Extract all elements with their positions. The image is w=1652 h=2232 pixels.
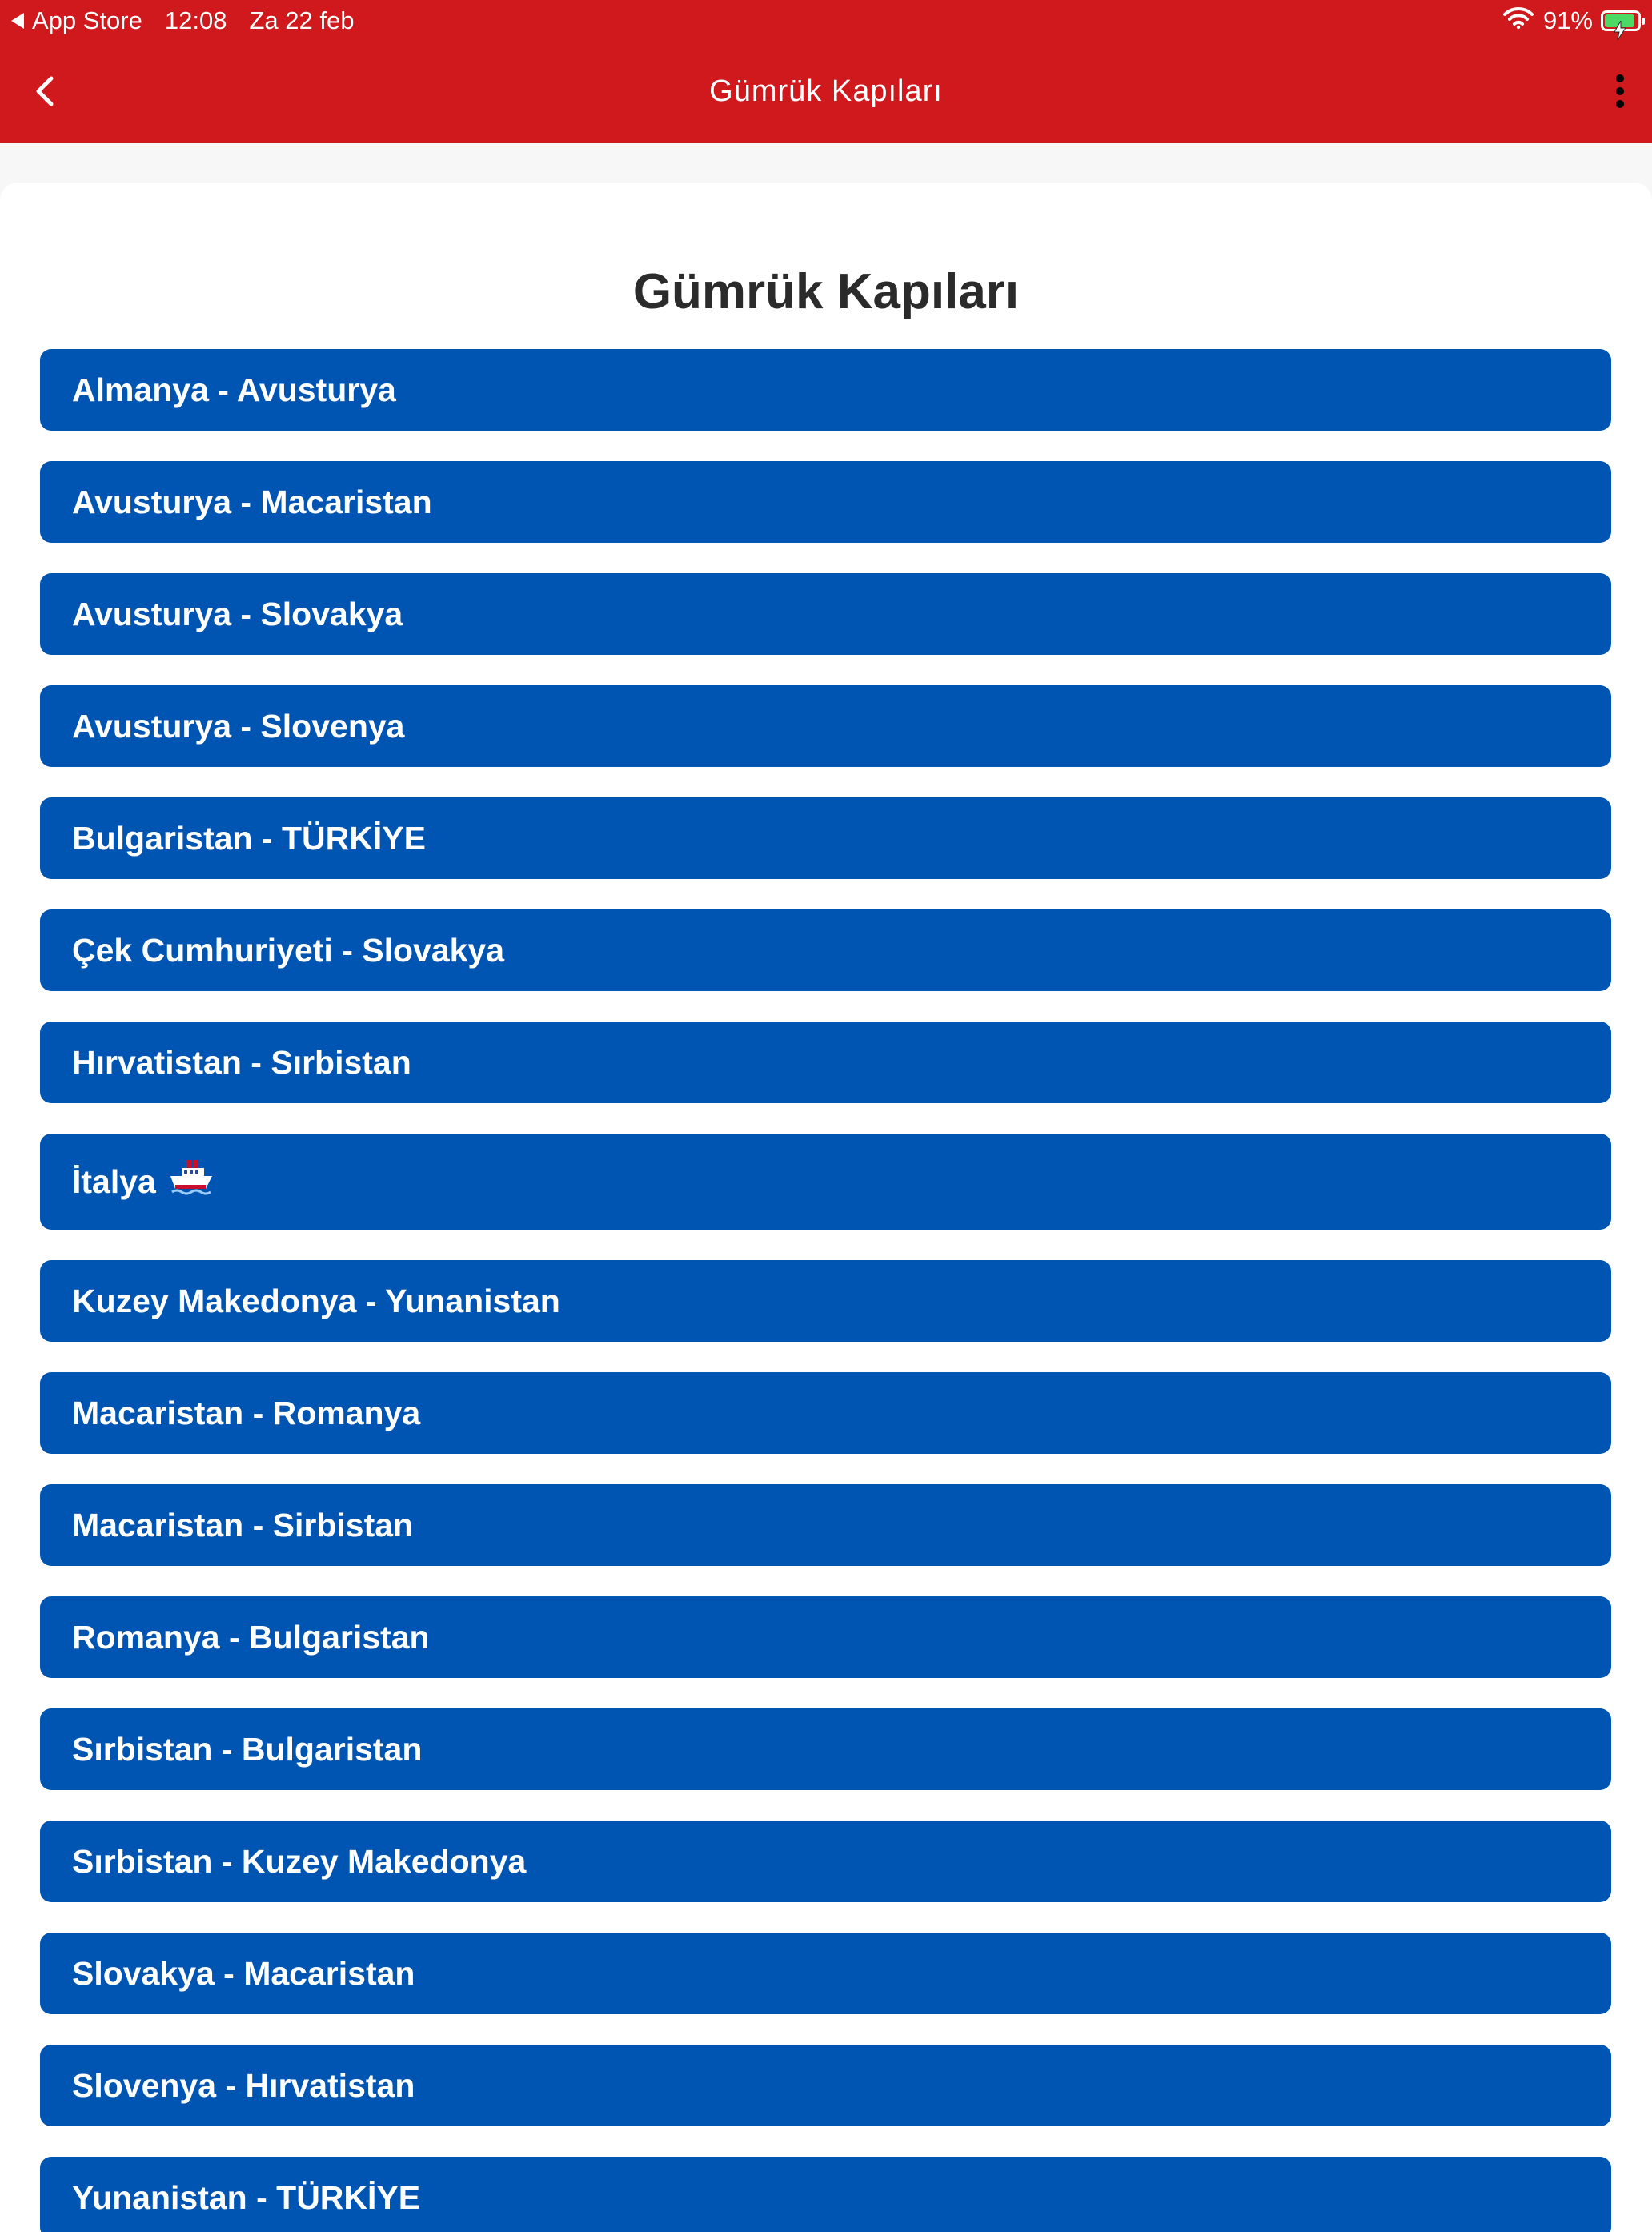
wifi-icon: [1503, 0, 1534, 42]
crossing-item[interactable]: [40, 1260, 1611, 1342]
crossing-label: Sırbistan - Bulgaristan: [72, 1730, 423, 1768]
crossing-item[interactable]: [40, 2045, 1611, 2126]
crossing-item[interactable]: [40, 797, 1611, 879]
crossing-label: Macaristan - Romanya: [72, 1394, 421, 1431]
crossing-item[interactable]: [40, 1372, 1611, 1454]
battery-percent: 91%: [1542, 6, 1593, 34]
vertical-dots-icon: [1607, 70, 1633, 112]
status-left: [11, 0, 376, 42]
crossing-label: İtalya: [72, 1162, 156, 1200]
ship-icon: [169, 1158, 214, 1205]
crossing-item[interactable]: [40, 1596, 1611, 1678]
crossing-label: Sırbistan - Kuzey Makedonya: [72, 1842, 527, 1880]
crossing-label: Almanya - Avusturya: [72, 371, 396, 408]
back-to-app-label[interactable]: App Store: [32, 6, 142, 34]
crossing-label: Slovakya - Macaristan: [72, 1954, 415, 1992]
charging-bolt-icon: [1613, 11, 1627, 53]
crossing-label: Avusturya - Macaristan: [72, 483, 432, 520]
crossing-label: Hırvatistan - Sırbistan: [72, 1043, 411, 1081]
crossing-item[interactable]: [40, 685, 1611, 767]
battery-icon: [1601, 10, 1641, 31]
crossing-list: [40, 349, 1611, 2232]
status-time: 12:08: [164, 6, 227, 34]
crossing-item-italy[interactable]: [40, 1134, 1611, 1230]
crossing-label: Macaristan - Sirbistan: [72, 1506, 414, 1544]
crossing-item[interactable]: [40, 461, 1611, 543]
app-header: [0, 0, 1652, 143]
crossing-item[interactable]: [40, 1708, 1611, 1790]
crossing-item[interactable]: [40, 1933, 1611, 2014]
crossing-item[interactable]: [40, 1022, 1611, 1103]
back-to-app-icon[interactable]: [11, 13, 24, 29]
crossing-label: Avusturya - Slovakya: [72, 595, 403, 632]
more-menu-button[interactable]: [1607, 70, 1633, 112]
crossing-label: Kuzey Makedonya - Yunanistan: [72, 1282, 560, 1319]
status-right: [1503, 0, 1641, 42]
crossing-label: Yunanistan - TÜRKİYE: [72, 2178, 421, 2216]
crossing-label: Çek Cumhuriyeti - Slovakya: [72, 931, 505, 969]
crossing-label: Romanya - Bulgaristan: [72, 1618, 430, 1656]
crossing-item[interactable]: [40, 573, 1611, 655]
crossing-label: Bulgaristan - TÜRKİYE: [72, 819, 426, 857]
status-date: Za 22 feb: [249, 6, 355, 34]
crossing-label: Avusturya - Slovenya: [72, 707, 405, 745]
crossing-item[interactable]: [40, 1484, 1611, 1566]
crossing-item[interactable]: [40, 909, 1611, 991]
status-bar: [0, 0, 1652, 42]
crossing-label: Slovenya - Hırvatistan: [72, 2066, 415, 2104]
content-card: [0, 183, 1652, 2232]
crossing-item[interactable]: [40, 1821, 1611, 1902]
nav-title: Gümrük Kapıları: [709, 74, 943, 108]
crossing-item[interactable]: [40, 2157, 1611, 2232]
crossing-item[interactable]: [40, 349, 1611, 431]
page-title: Gümrük Kapıları: [632, 264, 1020, 319]
